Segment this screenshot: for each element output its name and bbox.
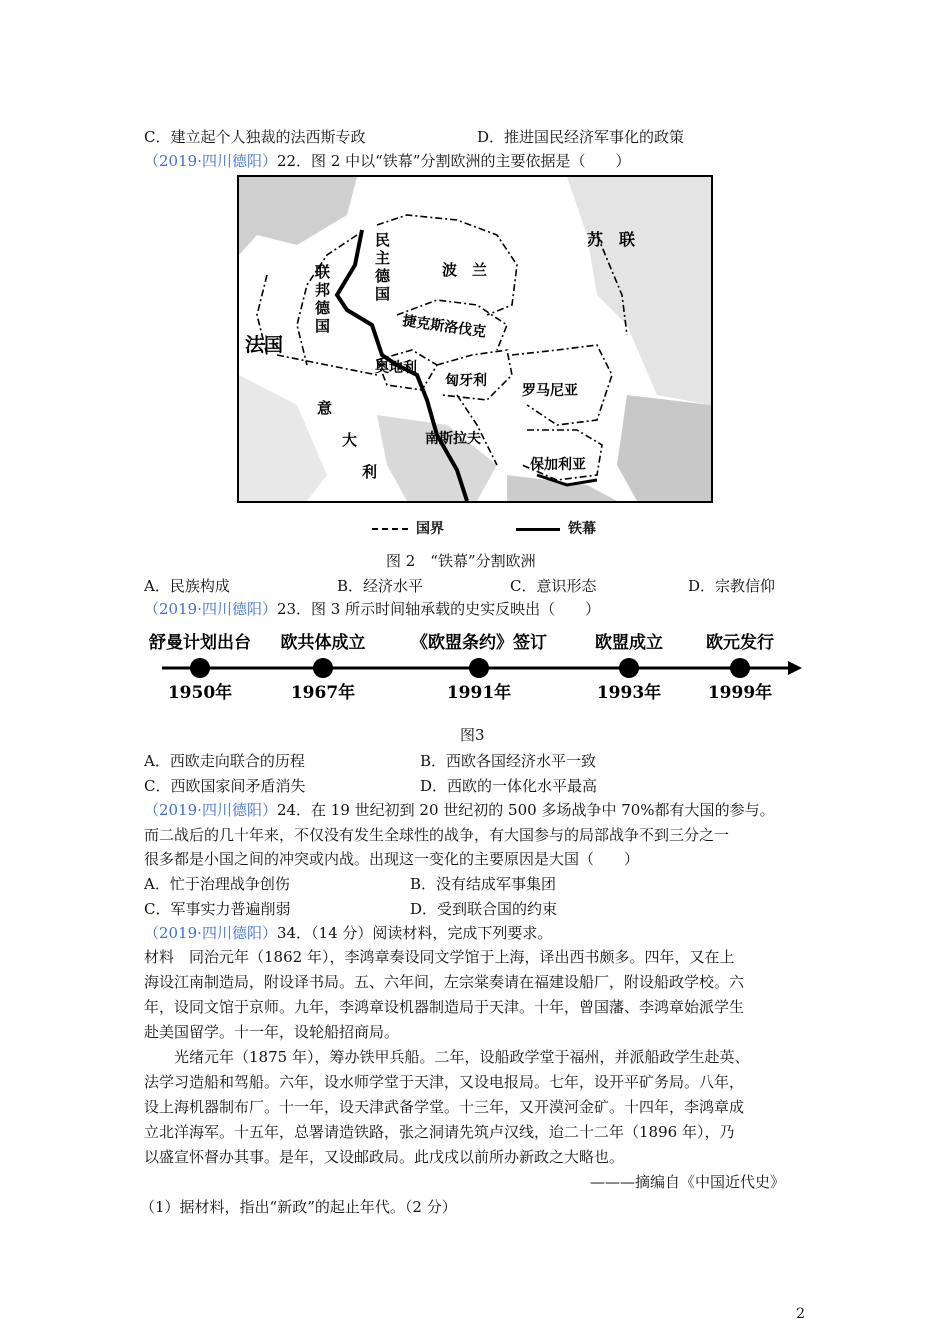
map-svg (237, 175, 713, 503)
q21-option-c: C．建立起个人独裁的法西斯专政 (144, 128, 366, 146)
q34-text: 34．（14 分）阅读材料，完成下列要求。 (276, 924, 553, 942)
label-poland: 波 兰 (442, 261, 488, 279)
label-yugoslavia: 南斯拉夫 (425, 431, 481, 447)
q34-p2-line-1: 光绪元年（1875 年），筹办铁甲兵船。二年，设船政学堂于福州，并派船政学生赴英、 (144, 1048, 750, 1066)
timeline-year-3: 1991年 (446, 683, 512, 703)
label-frg-4: 国 (315, 317, 331, 335)
legend-curtain (516, 518, 596, 538)
legend-border-text: 国界 (416, 521, 444, 537)
label-czech: 捷克斯洛伐克 (401, 313, 487, 341)
label-italy-2: 大 (342, 431, 358, 449)
label-gdr-4: 国 (375, 285, 391, 303)
figure3-caption: 图3 (460, 726, 485, 744)
source-tag: （2019·四川德阳） (144, 600, 277, 618)
timeline-dot-1993 (619, 658, 639, 678)
label-gdr-1: 民 (375, 231, 391, 249)
timeline-year-5: 1999年 (707, 683, 773, 703)
q34-sub-question-1: （1）据材料，指出“新政”的起止年代。（2 分） (140, 1198, 457, 1216)
label-frg-1: 联 (315, 263, 331, 281)
label-france: 法国 (245, 334, 284, 356)
timeline-event-1: 舒曼计划出台 (149, 633, 251, 653)
timeline-dot-1967 (313, 658, 333, 678)
q22-option-b: B．经济水平 (337, 577, 424, 595)
label-bulgaria: 保加利亚 (530, 457, 586, 473)
q24-line-1 (144, 799, 775, 821)
timeline-svg (140, 628, 810, 708)
label-romania: 罗马尼亚 (522, 383, 578, 399)
q34-p2-line-5: 以盛宣怀督办其事。是年，又设邮政局。此戊戌以前所办新政之大略也。 (144, 1148, 625, 1166)
timeline-dot-1950 (190, 658, 210, 678)
timeline-dot-1999 (730, 658, 750, 678)
timeline-event-4: 欧盟成立 (595, 633, 663, 653)
q24-option-b: B．没有结成军事集团 (410, 875, 557, 893)
iron-curtain-map (237, 175, 713, 503)
q34-p1-line-3: 年，设同文馆于京师。九年，李鸿章设机器制造局于天津。十年，曾国藩、李鸿章始派学生 (144, 998, 745, 1016)
label-frg-3: 德 (315, 299, 331, 317)
timeline-year-1: 1950年 (167, 683, 233, 703)
eu-timeline (140, 628, 810, 708)
q22-stem (144, 150, 630, 172)
label-gdr-3: 德 (375, 267, 391, 285)
q23-option-a: A．西欧走向联合的历程 (144, 752, 305, 770)
q23-stem (144, 598, 600, 620)
q21-option-d: D．推进国民经济军事化的政策 (477, 128, 685, 146)
q23-option-b: B．西欧各国经济水平一致 (420, 752, 597, 770)
figure2-caption: 图 2 “铁幕”分割欧洲 (386, 552, 536, 570)
q23-text: 23．图 3 所示时间轴承载的史实反映出（ ） (276, 600, 601, 618)
q22-option-a: A．民族构成 (144, 577, 230, 595)
source-tag: （2019·四川德阳） (144, 152, 277, 170)
label-ussr: 苏 联 (587, 230, 636, 249)
label-italy-3: 利 (362, 463, 378, 481)
label-gdr-2: 主 (375, 249, 391, 267)
q34-source: ———摘编自《中国近代史》 (590, 1173, 786, 1191)
timeline-year-4: 1993年 (596, 683, 662, 703)
q23-option-d: D．西欧的一体化水平最高 (420, 777, 598, 795)
q24-line-3: 很多都是小国之间的冲突或内战。出现这一变化的主要原因是大国（ ） (144, 850, 640, 868)
q34-p2-line-2: 法学习造船和驾船。六年，设水师学堂于天津，又设电报局。七年，设开平矿务局。八年， (144, 1073, 745, 1091)
label-austria: 奥地利 (375, 360, 417, 376)
label-hungary: 匈牙利 (445, 373, 487, 389)
timeline-year-2: 1967年 (290, 683, 356, 703)
q34-p1-line-1: 材料 同治元年（1862 年），李鸿章奏设同文学馆于上海，译出西书颇多。四年，又在上 (144, 948, 735, 966)
q34-p1-line-2: 海设江南制造局，附设译书局。五、六年间，左宗棠奏请在福建设船厂，附设船政学校。六 (144, 973, 745, 991)
timeline-event-5: 欧元发行 (706, 633, 774, 653)
page-number: 2 (796, 1306, 805, 1322)
q34-p1-line-4: 赴美国留学。十一年，设轮船招商局。 (144, 1023, 400, 1041)
legend-curtain-text: 铁幕 (568, 521, 596, 537)
q24-line-2: 而二战后的几十年来，不仅没有发生全球性的战争，有大国参与的局部战争不到三分之一 (144, 826, 730, 844)
source-tag: （2019·四川德阳） (144, 924, 277, 942)
timeline-event-3: 《欧盟条约》签订 (411, 633, 547, 653)
q22-option-d: D．宗教信仰 (688, 577, 776, 595)
q22-option-c: C．意识形态 (510, 577, 597, 595)
q24-option-c: C．军事实力普遍削弱 (144, 900, 291, 918)
source-tag: （2019·四川德阳） (144, 801, 277, 819)
timeline-dot-1991 (469, 658, 489, 678)
q34-p2-line-3: 设上海机器制布厂。十一年，设天津武备学堂。十三年，又开漠河金矿。十四年，李鸿章成 (144, 1098, 745, 1116)
q34-p2-line-4: 立北洋海军。十五年，总署请造铁路，张之洞请先筑卢汉线，迨二十二年（1896 年），乃 (144, 1123, 735, 1141)
q24-option-d: D．受到联合国的约束 (410, 900, 558, 918)
label-italy-1: 意 (317, 399, 333, 417)
q22-text: 22．图 2 中以“铁幕”分割欧洲的主要依据是（ ） (276, 152, 631, 170)
label-frg-2: 邦 (315, 281, 331, 299)
q23-option-c: C．西欧国家间矛盾消失 (144, 777, 306, 795)
timeline-event-2: 欧共体成立 (280, 633, 366, 653)
q34-stem (144, 922, 552, 944)
q24-option-a: A．忙于治理战争创伤 (144, 875, 290, 893)
q24-text-1: 24．在 19 世纪初到 20 世纪初的 500 多场战争中 70%都有大国的参与。 (276, 801, 775, 819)
legend-border (372, 518, 444, 538)
